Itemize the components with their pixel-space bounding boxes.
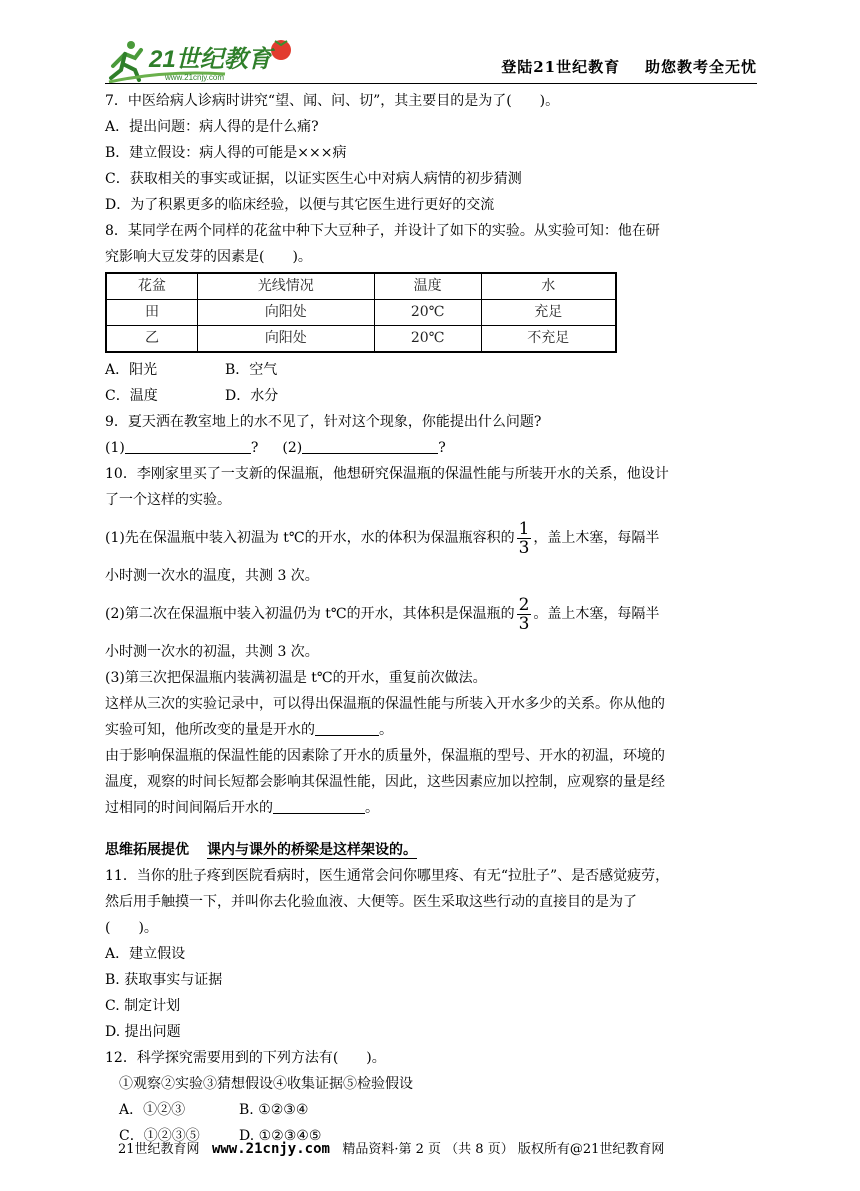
footer-url[interactable]: www.21cnjy.com [211,1141,330,1157]
q8-option-c: C．温度 [105,388,158,404]
table-cell: 不充足 [481,326,616,353]
q8-option-b: B．空气 [225,362,278,378]
table-header-row [106,273,616,300]
q10-stem-line1: 10．李刚家里买了一支新的保温瓶，他想研究保温瓶的保温性能与所装开水的关系，他设计 [105,466,669,482]
table-header-cell: 水 [481,273,616,300]
q10-stem-line2: 了一个这样的实验。 [105,492,231,508]
header-divider [105,83,757,84]
q10-answer-blank-1[interactable] [315,719,379,736]
table-cell: 乙 [106,326,197,353]
logo [105,36,305,84]
q10-step1-text: (1)先在保温瓶中装入初温为 t℃的开水，水的体积为保温瓶容积的 [105,530,515,546]
q10-step2-text: (2)第二次在保温瓶中装入初温仍为 t℃的开水，其体积是保温瓶的 [105,606,515,622]
table-header-cell: 花盆 [106,273,197,300]
fraction-one-third [517,520,532,557]
q9-blank1-end: ? [250,440,259,456]
fraction-numerator: 1 [518,518,530,539]
q10-para1-text: 实验可知，他所改变的量是开水的 [105,722,315,738]
q10-para1-line2 [105,717,757,743]
q9-stem: 9．夏天洒在教室地上的水不见了，针对这个现象，你能提出什么问题? [105,414,542,430]
q10-step1 [105,513,757,563]
q11-option-b: B. 获取事实与证据 [105,972,223,988]
q12-options-row1 [105,1097,757,1123]
q11-option-c: C. 制定计划 [105,998,181,1014]
q9-blanks [105,435,757,461]
q9-blank2-label: (2) [282,440,303,456]
q12-option-d: D. ①②③④⑤ [239,1128,322,1144]
q9-blank1-label: (1) [105,440,125,456]
footer-page-info: 精品资料·第 2 页 （共 8 页） 版权所有@21世纪教育网 [342,1142,665,1157]
q7-option-c: C．获取相关的事实或证据，以证实医生心中对病人病情的初步猜测 [105,171,522,187]
spacer [105,821,757,837]
q10-para2-line2: 温度，观察的时间长短都会影响其保温性能，因此，这些因素应加以控制，应观察的量是经 [105,774,665,790]
table-cell: 充足 [481,300,616,326]
svg-text:21世纪教育: 21世纪教育 [149,46,272,73]
fraction-two-thirds [517,596,532,633]
section-subtitle: 课内与课外的桥梁是这样架设的。 [207,842,417,858]
header-slogan: 登陆21世纪教育 助您教考全无忧 [501,58,757,76]
q10-para2-text: 过相同的时间间隔后开水的 [105,800,273,816]
q11-option-d: D. 提出问题 [105,1024,181,1040]
experiment-table [105,272,617,353]
table-cell: 20℃ [374,300,481,326]
fraction-numerator: 2 [518,594,530,615]
fraction-denominator: 3 [518,537,530,558]
q8-stem-line1: 8．某同学在两个同样的花盆中种下大豆种子，并设计了如下的实验。从实验可知：他在研 [105,223,660,239]
q10-step2-cont: 小时测一次水的初温，共测 3 次。 [105,644,319,660]
section-label: 思维拓展提优 [105,842,189,858]
q12-option-c: C．①②③⑤ [119,1128,200,1144]
table-row [106,300,616,326]
q11-stem-line3: ( )。 [105,920,158,936]
q8-option-d: D．水分 [225,388,279,404]
q10-step3: (3)第三次把保温瓶内装满初温是 t℃的开水，重复前次做法。 [105,670,487,686]
q11-option-a: A．建立假设 [105,946,186,962]
table-cell: 向阳处 [197,326,374,353]
q10-step2 [105,589,757,639]
q10-para2-line1: 由于影响保温瓶的保温性能的因素除了开水的质量外，保温瓶的型号、开水的初温，环境的 [105,748,665,764]
table-row [106,326,616,353]
table-cell: 田 [106,300,197,326]
document-body [105,88,757,1149]
q8-options-row1 [105,357,757,383]
q11-stem-line2: 然后用手触摸一下，并叫你去化验血液、大便等。医生采取这些行动的直接目的是为了 [105,894,637,910]
q12-option-b: B. ①②③④ [239,1102,309,1118]
q10-para1-end: 。 [379,722,393,738]
q10-para1-line1: 这样从三次的实验记录中，可以得出保温瓶的保温性能与所装入开水多少的关系。你从他的 [105,696,665,712]
q10-para2-line3 [105,795,757,821]
q10-step1-cont: 小时测一次水的温度，共测 3 次。 [105,568,319,584]
page-footer [118,1138,664,1157]
page-header [105,36,757,84]
footer-site: 21世纪教育网 [118,1142,200,1157]
logo-graphic [105,36,305,84]
q10-step1-text-end: ，盖上木塞，每隔半 [533,530,660,546]
fraction-denominator: 3 [518,613,530,634]
q9-blank2-end: ? [438,440,446,456]
q10-answer-blank-2[interactable] [273,797,365,814]
table-header-cell: 光线情况 [197,273,374,300]
q8-option-a: A．阳光 [105,362,158,378]
table-cell: 20℃ [374,326,481,353]
q7-option-b: B．建立假设：病人得的可能是×××病 [105,145,347,161]
q10-para2-end: 。 [365,800,379,816]
section-heading [105,837,757,863]
q8-stem-line2: 究影响大豆发芽的因素是( )。 [105,249,312,265]
svg-text:www.21cnjy.com: www.21cnjy.com [165,73,224,82]
table-cell: 向阳处 [197,300,374,326]
q7-option-a: A．提出问题：病人得的是什么痛? [105,119,319,135]
q12-option-a: A．①②③ [119,1102,186,1118]
q8-options-row2 [105,383,757,409]
q12-methods: ①观察②实验③猜想假设④收集证据⑤检验假设 [119,1076,413,1092]
q10-step2-text-end: 。盖上木塞，每隔半 [533,606,660,622]
q12-stem: 12．科学探究需要用到的下列方法有( )。 [105,1050,386,1066]
table-header-cell: 温度 [374,273,481,300]
q9-answer-blank-1[interactable] [125,437,251,454]
q9-answer-blank-2[interactable] [302,437,438,454]
q11-stem-line1: 11．当你的肚子疼到医院看病时，医生通常会问你哪里疼、有无“拉肚子”、是否感觉疲劳， [105,868,670,884]
q7-stem: 7．中医给病人诊病时讲究“望、闻、问、切”，其主要目的是为了( )。 [105,93,560,109]
q7-option-d: D．为了积累更多的临床经验，以便与其它医生进行更好的交流 [105,197,495,213]
